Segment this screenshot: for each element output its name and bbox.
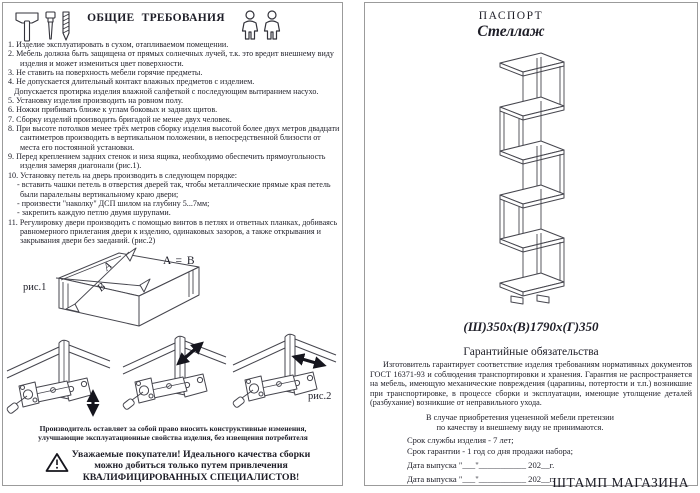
service-life: Срок службы изделия - 7 лет;: [407, 435, 514, 445]
requirement-subitem: - вставить чашки петель в отверстия дверей так, чтобы металлические прямые края петель были паралельны вертикальному краю двери;: [17, 180, 331, 199]
manufacturer-note-line1: Производитель оставляет за собой право вносить конструктивные изменения,: [39, 424, 307, 433]
page-title: ОБЩИЕ ТРЕБОВАНИЯ: [87, 12, 225, 24]
customer-warning-line3: КВАЛИФИЦИРОВАННЫХ СПЕЦИАЛИСТОВ!: [82, 471, 300, 483]
customer-warning-line1: Уважаемые покупатели! Идеального качества сборки: [71, 449, 311, 460]
horizontal-adjust-arrow: [295, 357, 323, 365]
requirement-item: 1. Изделие эксплуатировать в сухом, отапливаемом помещении.: [8, 40, 229, 49]
requirement-subitem: - произвести "наколку" ДСП шилом на глубину 5...7мм;: [17, 198, 210, 208]
fig2-caption: рис.2: [308, 391, 332, 402]
hinge-diagram-2: [122, 336, 226, 410]
requirement-item: 9. Перед креплением задних стенок и низа ящика, необходимо обеспечить прямоугольность изделия замеряя диагонали (рис.1).: [8, 152, 326, 171]
fig1-diagonal-a-label: A: [101, 259, 115, 274]
requirement-item: 5. Установку изделия производить на ровном полу.: [8, 96, 184, 106]
manufacturer-note: [21, 424, 325, 442]
requirements-list: [8, 40, 342, 246]
requirement-item: 2. Мебель должна быть защищена от прямых солнечных лучей, т.к. это вредит внешнему виду изделия и может измениться цвет поверхности.: [8, 49, 334, 68]
requirement-item-continuation: Допускается протирка изделия влажной салфеткой с последующим вытиранием насухо.: [14, 86, 319, 96]
passport-title: ПАСПОРТ: [478, 10, 544, 22]
issue-date-blank-1: Дата выпуска "___"___________ 202__г.: [407, 460, 555, 470]
warranty-title: Гарантийные обязательства: [463, 346, 599, 358]
warranty-period: Срок гарантии - 1 год со дня продажи набора;: [407, 446, 574, 456]
requirement-item: 4. Не допускается длительный контакт влажных предметов с изделием.: [8, 77, 255, 87]
manufacturer-note-line2: улучшающие эксплуатационные свойства изделия, без извещения потребителя: [38, 433, 308, 442]
fig2-hinge-diagrams: [5, 329, 341, 425]
shelving-unit-drawing: [491, 48, 573, 314]
requirement-subitem: - закрепить каждую петлю двумя шурупами.: [17, 208, 171, 218]
requirement-item: 10. Установку петель на дверь производить в следующем порядке:: [8, 170, 238, 180]
page-passport: [364, 2, 698, 490]
tools-icon: [13, 8, 75, 44]
store-stamp-label: ШТАМП МАГАЗИНА: [552, 475, 689, 490]
issue-date-blank-2: Дата выпуска "___"___________ 202__г.: [407, 474, 555, 484]
fig1-caption: рис.1: [23, 282, 47, 293]
page-general-requirements: [2, 2, 343, 486]
discounted-goods-note-line2: по качеству и внешнему виду не принимаются.: [436, 423, 604, 432]
fig1-diagonal-b-label: B: [94, 280, 109, 295]
requirement-item: 11. Регулировку двери производить с помощью винтов в петлях и ответных планках, добиваясь равномерного прилегания двери к изделию, одинаковых зазоров, а также открывания и закрывания двери без заеданий. (рис.2): [8, 217, 338, 246]
requirement-item: 7. Сборку изделий производить бригадой не менее двух человек.: [8, 114, 232, 124]
customer-warning-line2: можно добиться только путем привлечения: [94, 460, 288, 472]
requirement-item: 6. Ножки прибивать ближе к углам боковых и задних щитов.: [8, 105, 218, 115]
two-person-assembly-icon: [240, 10, 286, 42]
fig1-formula: A = B: [163, 255, 196, 267]
warranty-text: Изготовитель гарантирует соответствие изделия требованиям нормативных документов ГОСТ 16371-93 и соблюдения транспортировки и хранения. Гарантия не распространяется на мебель, имеющую механические повреждения (царапины, потертости и т.п.) возникшие при транспортировке, в процессе сборки и эксплуатации, имеющие утолщение деталей (разбухание) возникшие от неправильного ухода.: [370, 360, 692, 408]
warning-triangle-icon: [45, 452, 69, 473]
requirement-item: 8. При высоте потолков менее трёх метров сборку изделия высотой более двух метров двадцати сантиметров производить в вертикальном положении, в непосредственной близости от места его постоянной установки.: [8, 124, 340, 152]
discounted-goods-note-line1: В случае приобретения уцененной мебели претензии: [426, 413, 614, 422]
product-name: Стеллаж: [477, 23, 545, 40]
product-dimensions: (Ш)350х(В)1790х(Г)350: [463, 319, 599, 334]
customer-warning: [71, 449, 311, 483]
requirement-item: 3. Не ставить на поверхность мебели горячие предметы.: [8, 68, 203, 78]
